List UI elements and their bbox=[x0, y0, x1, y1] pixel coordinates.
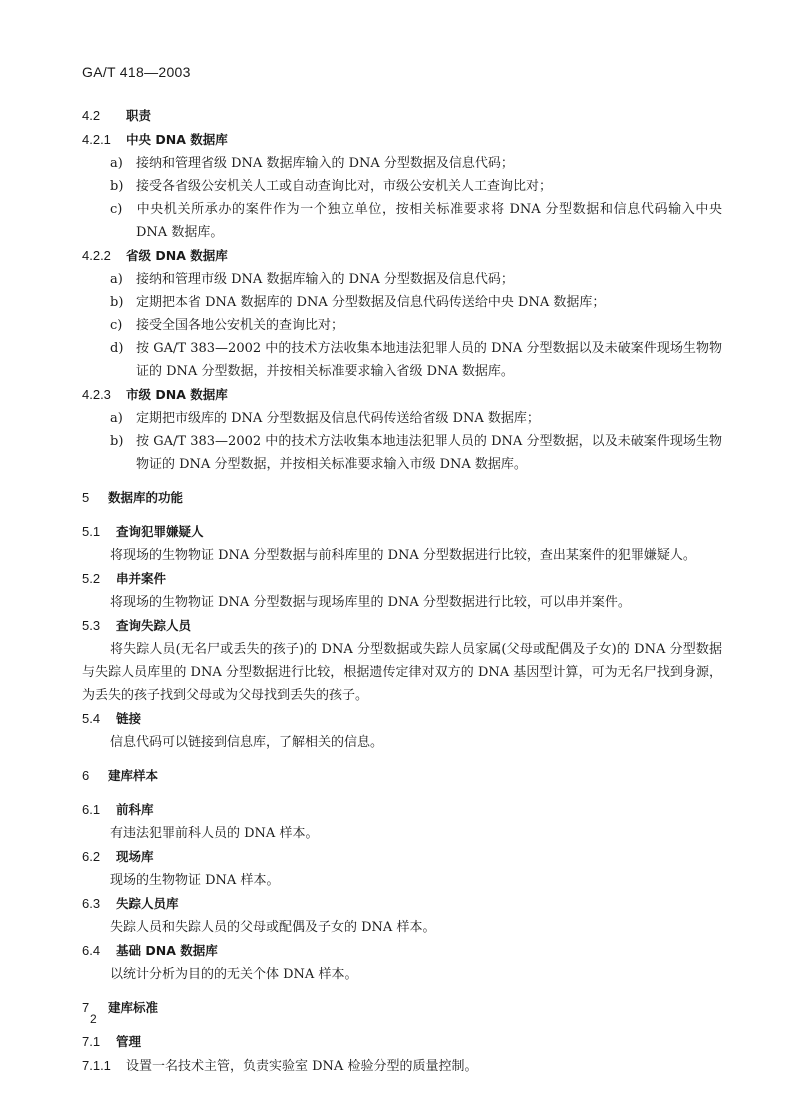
section-6-3-text: 失踪人员和失踪人员的父母或配偶及子女的 DNA 样本。 bbox=[110, 920, 436, 935]
list-item: a) 接纳和管理省级 DNA 数据库输入的 DNA 分型数据及信息代码； bbox=[110, 156, 514, 171]
list-item: c) 中央机关所承办的案件作为一个独立单位，按相关标准要求将 DNA 分型数据和信息代码输入中央 DNA 数据库。 bbox=[110, 202, 722, 240]
section-4-2-1-heading: 4.2.1 中央 DNA 数据库 bbox=[82, 132, 228, 147]
section-4-2-heading: 4.2 职责 bbox=[82, 108, 152, 123]
document-code-header: GA/T 418—2003 bbox=[82, 64, 191, 80]
section-4-2-3-heading: 4.2.3 市级 DNA 数据库 bbox=[82, 387, 228, 402]
section-7-1-1: 7.1.1 设置一名技术主管，负责实验室 DNA 检验分型的质量控制。 bbox=[82, 1058, 478, 1074]
list-item: d) 按 GA/T 383—2002 中的技术方法收集本地违法犯罪人员的 DNA 分型数据以及未破案件现场生物物证的 DNA 分型数据，并按相关标准要求输入省级 DNA 数据库。 bbox=[110, 341, 722, 379]
section-7-1-heading: 7.1 管理 bbox=[82, 1034, 142, 1049]
section-5-3-text: 将失踪人员(无名尸或丢失的孩子)的 DNA 分型数据或失踪人员家属(父母或配偶及子女)的 DNA 分型数据与失踪人员库里的 DNA 分型数据进行比较，根据遗传定律对双方的 DNA 基因型计算，可为无名尸找到身源，为丢失的孩子找到父母或为父母找到丢失的孩子。 bbox=[82, 642, 722, 703]
section-7-heading: 7 建库标准 bbox=[82, 1000, 159, 1015]
list-item: b) 定期把本省 DNA 数据库的 DNA 分型数据及信息代码传送给中央 DNA 数据库； bbox=[110, 295, 606, 310]
section-6-heading: 6 建库样本 bbox=[82, 768, 159, 783]
section-6-2-heading: 6.2 现场库 bbox=[82, 849, 154, 864]
section-5-3-heading: 5.3 查询失踪人员 bbox=[82, 618, 192, 633]
section-5-heading: 5 数据库的功能 bbox=[82, 490, 184, 505]
section-5-4-text: 信息代码可以链接到信息库，了解相关的信息。 bbox=[110, 735, 384, 750]
section-5-1-text: 将现场的生物物证 DNA 分型数据与前科库里的 DNA 分型数据进行比较，查出某案件的犯罪嫌疑人。 bbox=[110, 548, 696, 563]
section-5-2-text: 将现场的生物物证 DNA 分型数据与现场库里的 DNA 分型数据进行比较，可以串并案件。 bbox=[110, 595, 631, 610]
section-6-1-text: 有违法犯罪前科人员的 DNA 样本。 bbox=[110, 826, 319, 841]
section-5-1-heading: 5.1 查询犯罪嫌疑人 bbox=[82, 524, 204, 539]
section-6-1-heading: 6.1 前科库 bbox=[82, 802, 154, 817]
document-body bbox=[82, 104, 722, 1078]
section-6-4-text: 以统计分析为目的的无关个体 DNA 样本。 bbox=[110, 967, 358, 982]
section-6-3-heading: 6.3 失踪人员库 bbox=[82, 896, 179, 911]
list-item: b) 接受各省级公安机关人工或自动查询比对，市级公安机关人工查询比对； bbox=[110, 179, 553, 194]
page-number: 2 bbox=[90, 1012, 97, 1026]
section-5-4-heading: 5.4 链接 bbox=[82, 711, 142, 726]
list-item: a) 定期把市级库的 DNA 分型数据及信息代码传送给省级 DNA 数据库； bbox=[110, 411, 540, 426]
section-6-2-text: 现场的生物物证 DNA 样本。 bbox=[110, 873, 280, 888]
section-4-2-2-heading: 4.2.2 省级 DNA 数据库 bbox=[82, 248, 228, 263]
section-6-4-heading: 6.4 基础 DNA 数据库 bbox=[82, 943, 218, 958]
list-item: a) 接纳和管理市级 DNA 数据库输入的 DNA 分型数据及信息代码； bbox=[110, 272, 514, 287]
section-5-2-heading: 5.2 串并案件 bbox=[82, 571, 167, 586]
list-item: c) 接受全国各地公安机关的查询比对； bbox=[110, 318, 345, 333]
list-item: b) 按 GA/T 383—2002 中的技术方法收集本地违法犯罪人员的 DNA 分型数据，以及未破案件现场生物物证的 DNA 分型数据，并按相关标准要求输入市级 DNA 数据库。 bbox=[110, 434, 722, 472]
